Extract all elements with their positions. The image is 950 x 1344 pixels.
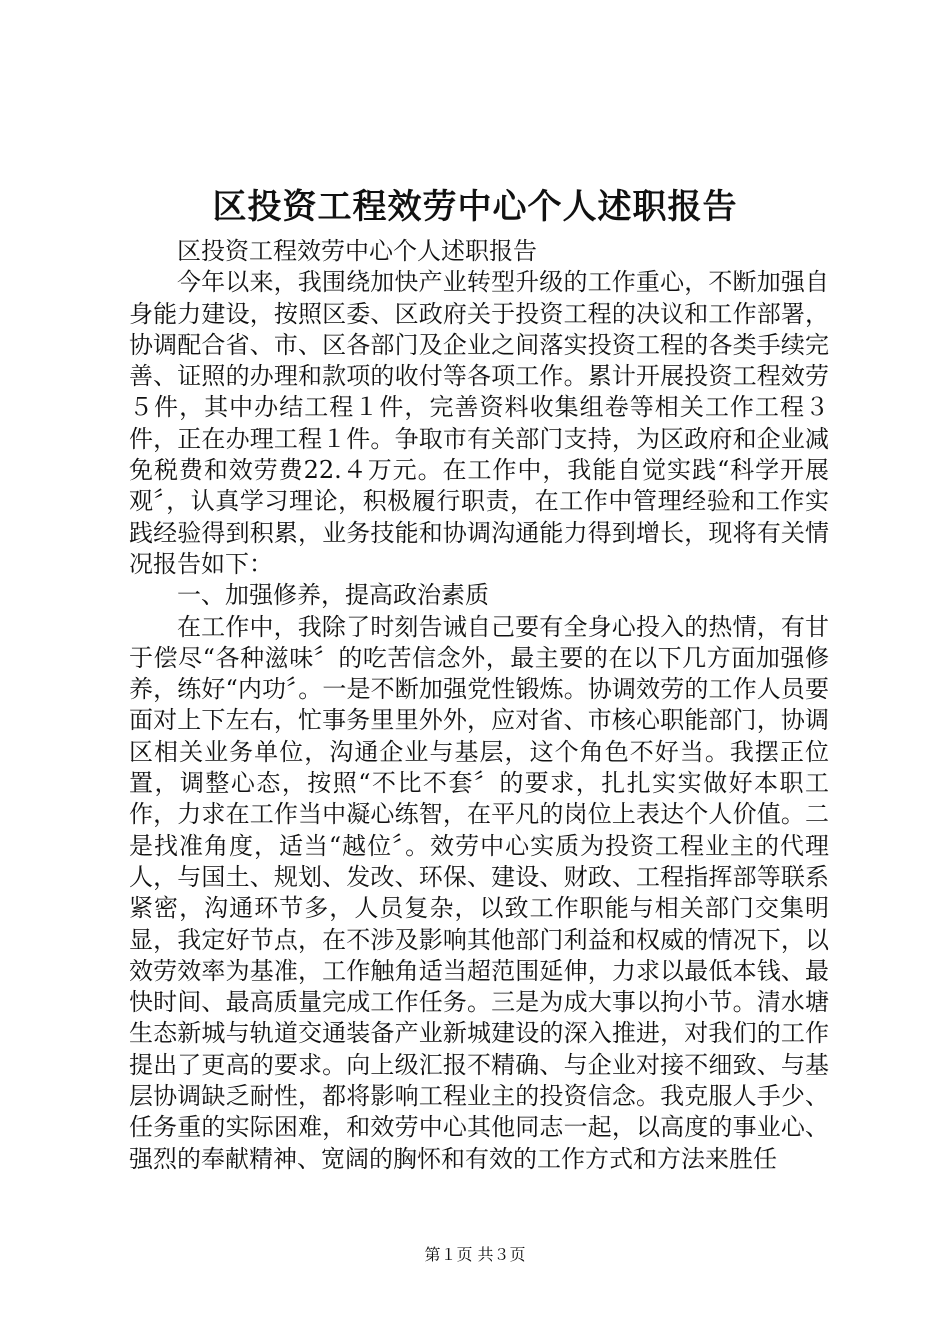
intro-paragraph: 今年以来，我围绕加快产业转型升级的工作重心，不断加强自身能力建设，按照区委、区政府关于投资工程的决议和工作部署，协调配合省、市、区各部门及企业之间落实投资工程的各类手续完善、证照的办理和款项的收付等各项工作。累计开展投资工程效劳５件，其中办结工程１件，完善资料收集组卷等相关工作工程３件，正在办理工程１件。争取市有关部门支持，为区政府和企业减免税费和效劳费22.４万元。在工作中，我能自觉实践“科学开展观〞，认真学习理论，积极履行职责，在工作中管理经验和工作实践经验得到积累，业务技能和协调沟通能力得到增长，现将有关情况报告如下： xyxy=(129,268,829,578)
document-body xyxy=(129,236,829,1175)
page-number-footer: 第１页 共３页 xyxy=(424,1245,526,1264)
section-heading: 一、加强修养，提高政治素质 xyxy=(177,581,489,610)
document-title: 区投资工程效劳中心个人述职报告 xyxy=(212,187,738,227)
section-paragraph: 在工作中，我除了时刻告诫自己要有全身心投入的热情，有甘于偿尽“各种滋味〞的吃苦信念外，最主要的在以下几方面加强修养，练好“内功〞。一是不断加强党性锻炼。协调效劳的工作人员要面对上下左右，忙事务里里外外，应对省、市核心职能部门，协调区相关业务单位，沟通企业与基层，这个角色不好当。我摆正位置，调整心态，按照“不比不套〞的要求，扎扎实实做好本职工作，力求在工作当中凝心练智，在平凡的岗位上表达个人价值。二是找准角度，适当“越位〞。效劳中心实质为投资工程业主的代理人，与国土、规划、发改、环保、建设、财政、工程指挥部等联系紧密，沟通环节多，人员复杂，以致工作职能与相关部门交集明显，我定好节点，在不涉及影响其他部门利益和权威的情况下，以效劳效率为基准，工作触角适当超范围延伸，力求以最低本钱、最快时间、最高质量完成工作任务。三是为成大事以拘小节。清水塘生态新城与轨道交通装备产业新城建设的深入推进，对我们的工作提出了更高的要求。向上级汇报不精确、与企业对接不细致、与基层协调缺乏耐性，都将影响工程业主的投资信念。我克服人手少、任务重的实际困难，和效劳中心其他同志一起，以高度的事业心、强烈的奉献精神、宽阔的胸怀和有效的工作方式和方法来胜任 xyxy=(129,612,829,1173)
subtitle-paragraph: 区投资工程效劳中心个人述职报告 xyxy=(177,237,537,265)
